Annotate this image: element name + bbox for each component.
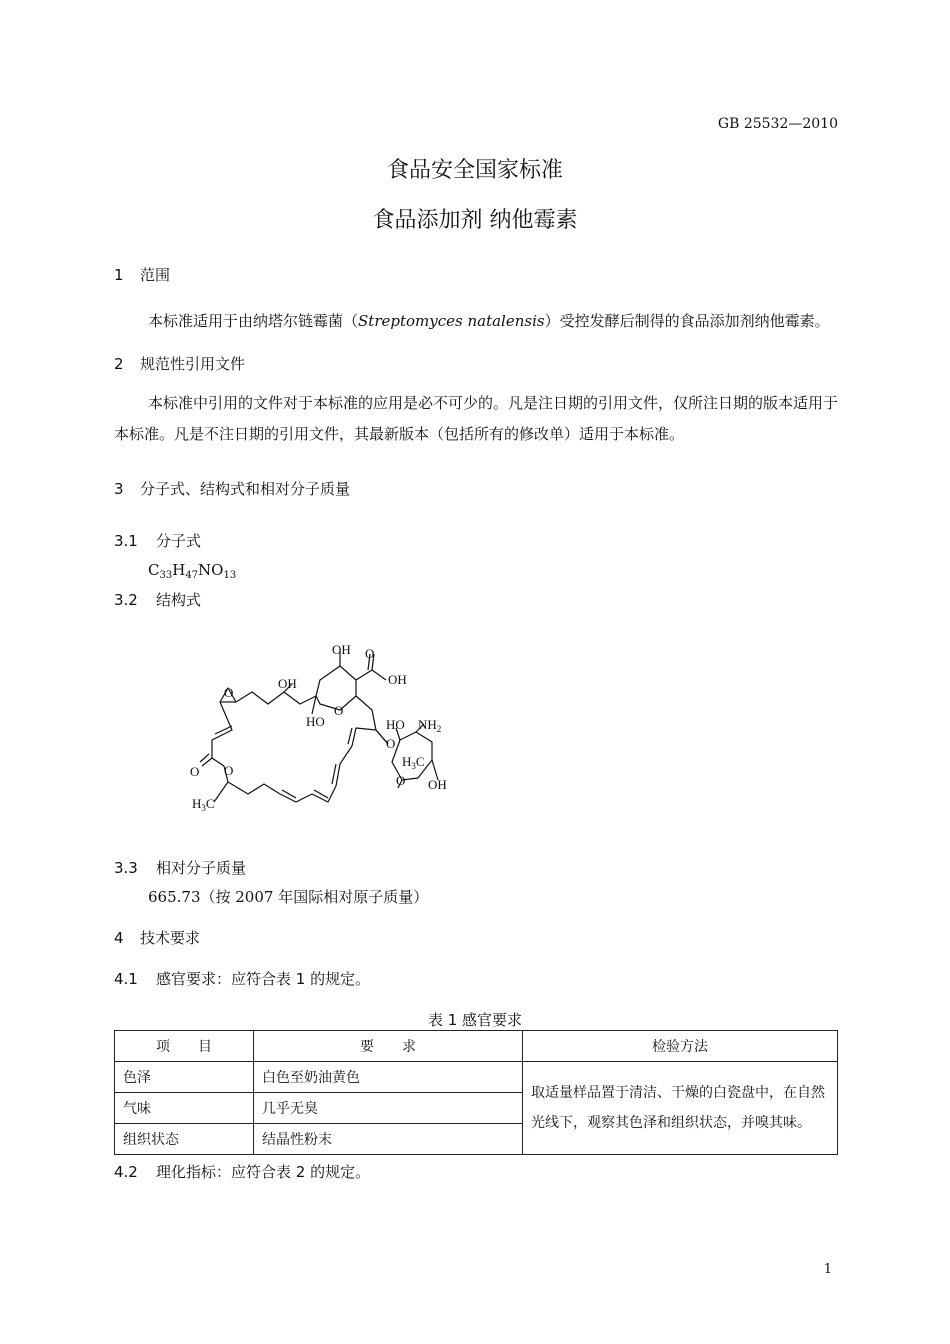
structural-formula <box>180 632 480 827</box>
struct-o-lactone: O <box>190 764 200 779</box>
molecular-mass: 665.73（按 2007 年国际相对原子质量） <box>148 888 429 906</box>
para-text: 本标准适用于由纳塔尔链霉菌（ <box>148 312 359 330</box>
struct-oh-2: OH <box>332 642 351 657</box>
struct-oh-3: OH <box>388 672 407 687</box>
section-number: 3.2 <box>114 591 138 609</box>
section-title: 分子式 <box>156 532 202 550</box>
table-row <box>115 1062 838 1093</box>
cell-item: 组织状态 <box>115 1124 254 1155</box>
section-number: 4.2 <box>114 1163 138 1181</box>
section-title: 理化指标：应符合表 2 的规定。 <box>156 1163 371 1181</box>
section-title: 分子式、结构式和相对分子质量 <box>140 480 351 498</box>
struct-h3c-1: $H_3C$ <box>192 796 215 813</box>
section-1-heading <box>114 264 170 285</box>
section-3-3-heading <box>114 857 246 878</box>
section-number: 1 <box>114 266 124 284</box>
section-number: 3.1 <box>114 532 138 550</box>
section-title: 相对分子质量 <box>156 859 247 877</box>
section-2-heading <box>114 353 245 374</box>
header-item: 项 目 <box>115 1031 254 1062</box>
cell-requirement: 几乎无臭 <box>254 1093 523 1124</box>
cell-requirement: 白色至奶油黄色 <box>254 1062 523 1093</box>
struct-o-glycoside: O <box>386 736 396 751</box>
section-3-2-heading <box>114 589 201 610</box>
section-title: 范围 <box>140 266 171 284</box>
section-3-1-heading <box>114 530 201 551</box>
page-number: 1 <box>823 1262 832 1277</box>
section-number: 4.1 <box>114 970 138 988</box>
struct-h3c-2: $H_3C$ <box>402 754 425 771</box>
table-header-row <box>115 1031 838 1062</box>
section-1-paragraph <box>114 306 838 337</box>
cell-item: 气味 <box>115 1093 254 1124</box>
para-text: ）受控发酵后制得的食品添加剂纳他霉素。 <box>544 312 830 330</box>
molecular-formula: $C_{33}H_{47}NO_{13}$ <box>148 561 237 581</box>
struct-oh-4: OH <box>428 777 447 792</box>
struct-ho-2: HO <box>386 717 405 732</box>
cell-method: 取适量样品置于清洁、干燥的白瓷盘中，在自然光线下，观察其色泽和组织状态，并嗅其味。 <box>523 1062 838 1155</box>
standard-code: GB 25532—2010 <box>717 116 838 132</box>
section-title: 感官要求：应符合表 1 的规定。 <box>156 970 371 988</box>
table-1-caption: 表 1 感官要求 <box>427 1011 523 1029</box>
doc-title: 食品安全国家标准 <box>386 158 563 183</box>
header-method: 检验方法 <box>523 1031 838 1062</box>
section-title: 技术要求 <box>140 929 201 947</box>
doc-subtitle: 食品添加剂 纳他霉素 <box>372 208 578 233</box>
cell-requirement: 结晶性粉末 <box>254 1124 523 1155</box>
section-title: 规范性引用文件 <box>140 355 246 373</box>
struct-o-sugar: O <box>396 773 406 788</box>
struct-o-ester: O <box>224 763 234 778</box>
section-number: 3.3 <box>114 859 138 877</box>
struct-ho-1: HO <box>306 714 325 729</box>
section-title: 结构式 <box>156 591 202 609</box>
cell-item: 色泽 <box>115 1062 254 1093</box>
struct-o-carbonyl: O <box>365 646 375 661</box>
sensory-requirements-table <box>114 1030 838 1155</box>
section-3-heading <box>114 478 350 499</box>
section-4-2-heading <box>114 1161 370 1182</box>
struct-o-ring: O <box>334 703 344 718</box>
section-number: 4 <box>114 929 124 947</box>
header-requirement: 要 求 <box>254 1031 523 1062</box>
section-4-1-heading <box>114 968 370 989</box>
struct-oh-1: OH <box>278 676 297 691</box>
section-number: 3 <box>114 480 124 498</box>
section-4-heading <box>114 927 200 948</box>
section-2-paragraph: 本标准中引用的文件对于本标准的应用是必不可少的。凡是注日期的引用文件，仅所注日期的版本适用于本标准。凡是不注日期的引用文件，其最新版本（包括所有的修改单）适用于本标准。 <box>114 394 839 443</box>
section-number: 2 <box>114 355 124 373</box>
struct-nh2: $NH_2$ <box>418 717 442 734</box>
latin-name: Streptomyces natalensis <box>358 312 545 330</box>
struct-o-epoxide: O <box>224 685 234 700</box>
